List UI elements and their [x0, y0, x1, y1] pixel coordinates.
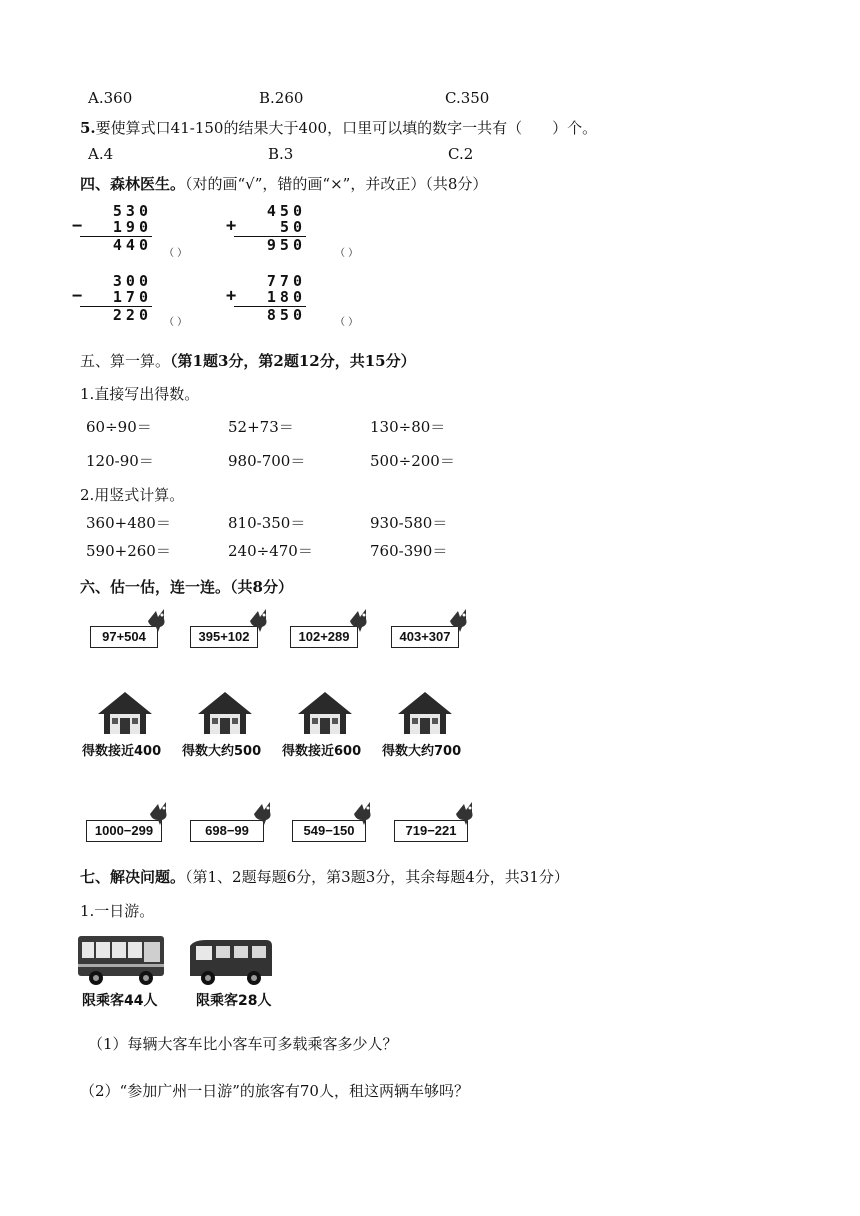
q4-option-c: C.350 [445, 89, 490, 107]
calc-result: 220 [112, 306, 152, 324]
calc-result: 440 [112, 236, 152, 254]
q5-number: 5. [80, 119, 96, 137]
house-icon [396, 690, 454, 736]
vertical-calc-2 [226, 202, 306, 254]
q5-option-a: A.4 [88, 145, 114, 163]
calc-bottom: 190 [112, 218, 152, 236]
q4-option-b: B.260 [259, 89, 304, 107]
calc-top: 530 [112, 202, 152, 220]
large-bus-label: 限乘客44人 [82, 993, 158, 1009]
section-7-sub1: （1）每辆大客车比小客车可多载乘客多少人？ [88, 1035, 398, 1053]
house-label-1: 得数接近400 [82, 744, 162, 759]
bird-icon [350, 798, 378, 826]
oral-calc-item: 52+73＝ [228, 418, 294, 436]
vertical-calc-item: 360+480＝ [86, 514, 171, 532]
vertical-calc-3 [72, 272, 152, 324]
vertical-calc-1 [72, 202, 152, 254]
calc-operator: + [226, 216, 237, 236]
section-7-q1: 1.一日游。 [80, 902, 155, 920]
house-label-2: 得数大约500 [182, 744, 262, 759]
estimate-box-top-3[interactable]: 102+289 [290, 626, 358, 648]
calc-bottom: 180 [266, 288, 306, 306]
q5-option-c: C.2 [448, 145, 474, 163]
bird-icon [250, 798, 278, 826]
bird-icon [346, 605, 374, 633]
section-6-title: 六、估一估，连一连。（共8分） [80, 578, 293, 596]
estimate-box-bottom-1[interactable]: 1000−299 [86, 820, 162, 842]
calc-top: 450 [266, 202, 306, 220]
calc-top: 300 [112, 272, 152, 290]
section-4-title: 四、森林医生。 [80, 175, 186, 193]
small-bus-label: 限乘客28人 [196, 993, 272, 1009]
calc-bottom: 170 [112, 288, 152, 306]
q5-question [80, 117, 597, 138]
large-bus-icon [76, 930, 166, 988]
oral-calc-item: 60÷90＝ [86, 418, 152, 436]
section-5-title: 五、算一算。 [80, 352, 171, 370]
q5-text: 要使算式口41-150的结果大于400，口里可以填的数字一共有（ ）个。 [95, 119, 598, 137]
oral-calc-item: 130÷80＝ [370, 418, 446, 436]
estimate-box-bottom-4[interactable]: 719−221 [394, 820, 468, 842]
section-7-sub2: （2）“参加广州一日游”的旅客有70人，租这两辆车够吗？ [80, 1082, 469, 1100]
section-5-note: （第1题3分，第2题12分，共15分） [170, 352, 416, 370]
bird-icon [246, 605, 274, 633]
estimate-box-bottom-2[interactable]: 698−99 [190, 820, 264, 842]
calc-operator: + [226, 286, 237, 306]
house-label-4: 得数大约700 [382, 744, 462, 759]
vertical-calc-item: 590+260＝ [86, 542, 171, 560]
house-icon [196, 690, 254, 736]
bird-icon [446, 605, 474, 633]
bird-icon [144, 605, 172, 633]
section-7-note: （第1、2题每题6分，第3题3分，其余每题4分，共31分） [185, 868, 569, 886]
answer-paren-1[interactable]: （ ） [164, 248, 188, 259]
section-5-heading [80, 350, 416, 371]
vertical-calc-item: 760-390＝ [370, 542, 448, 560]
vertical-calc-item: 930-580＝ [370, 514, 448, 532]
q5-option-b: B.3 [268, 145, 294, 163]
answer-paren-2[interactable]: （ ） [335, 248, 359, 259]
calc-top: 770 [266, 272, 306, 290]
answer-paren-3[interactable]: （ ） [164, 317, 188, 328]
calc-operator: − [72, 216, 83, 236]
estimate-box-bottom-3[interactable]: 549−150 [292, 820, 366, 842]
bird-icon [452, 798, 480, 826]
section-4-heading [80, 173, 487, 194]
vertical-calc-item: 240÷470＝ [228, 542, 313, 560]
section-5-q1: 1.直接写出得数。 [80, 385, 200, 403]
section-7-title: 七、解决问题。 [80, 868, 186, 886]
house-icon [96, 690, 154, 736]
house-icon [296, 690, 354, 736]
calc-result: 950 [266, 236, 306, 254]
estimate-box-top-2[interactable]: 395+102 [190, 626, 258, 648]
calc-result: 850 [266, 306, 306, 324]
bird-icon [146, 798, 174, 826]
oral-calc-item: 120-90＝ [86, 452, 154, 470]
section-5-q2: 2.用竖式计算。 [80, 486, 185, 504]
house-label-3: 得数接近600 [282, 744, 362, 759]
vertical-calc-4 [226, 272, 306, 324]
vertical-calc-item: 810-350＝ [228, 514, 306, 532]
section-7-heading [80, 866, 569, 887]
calc-operator: − [72, 286, 83, 306]
oral-calc-item: 500÷200＝ [370, 452, 455, 470]
section-4-note: （对的画“√”，错的画“×”，并改正）（共8分） [185, 175, 488, 193]
answer-paren-4[interactable]: （ ） [335, 317, 359, 328]
estimate-box-top-1[interactable]: 97+504 [90, 626, 158, 648]
q4-option-a: A.360 [88, 89, 133, 107]
oral-calc-item: 980-700＝ [228, 452, 306, 470]
estimate-box-top-4[interactable]: 403+307 [391, 626, 459, 648]
calc-bottom: 50 [279, 218, 306, 236]
small-bus-icon [186, 936, 274, 988]
